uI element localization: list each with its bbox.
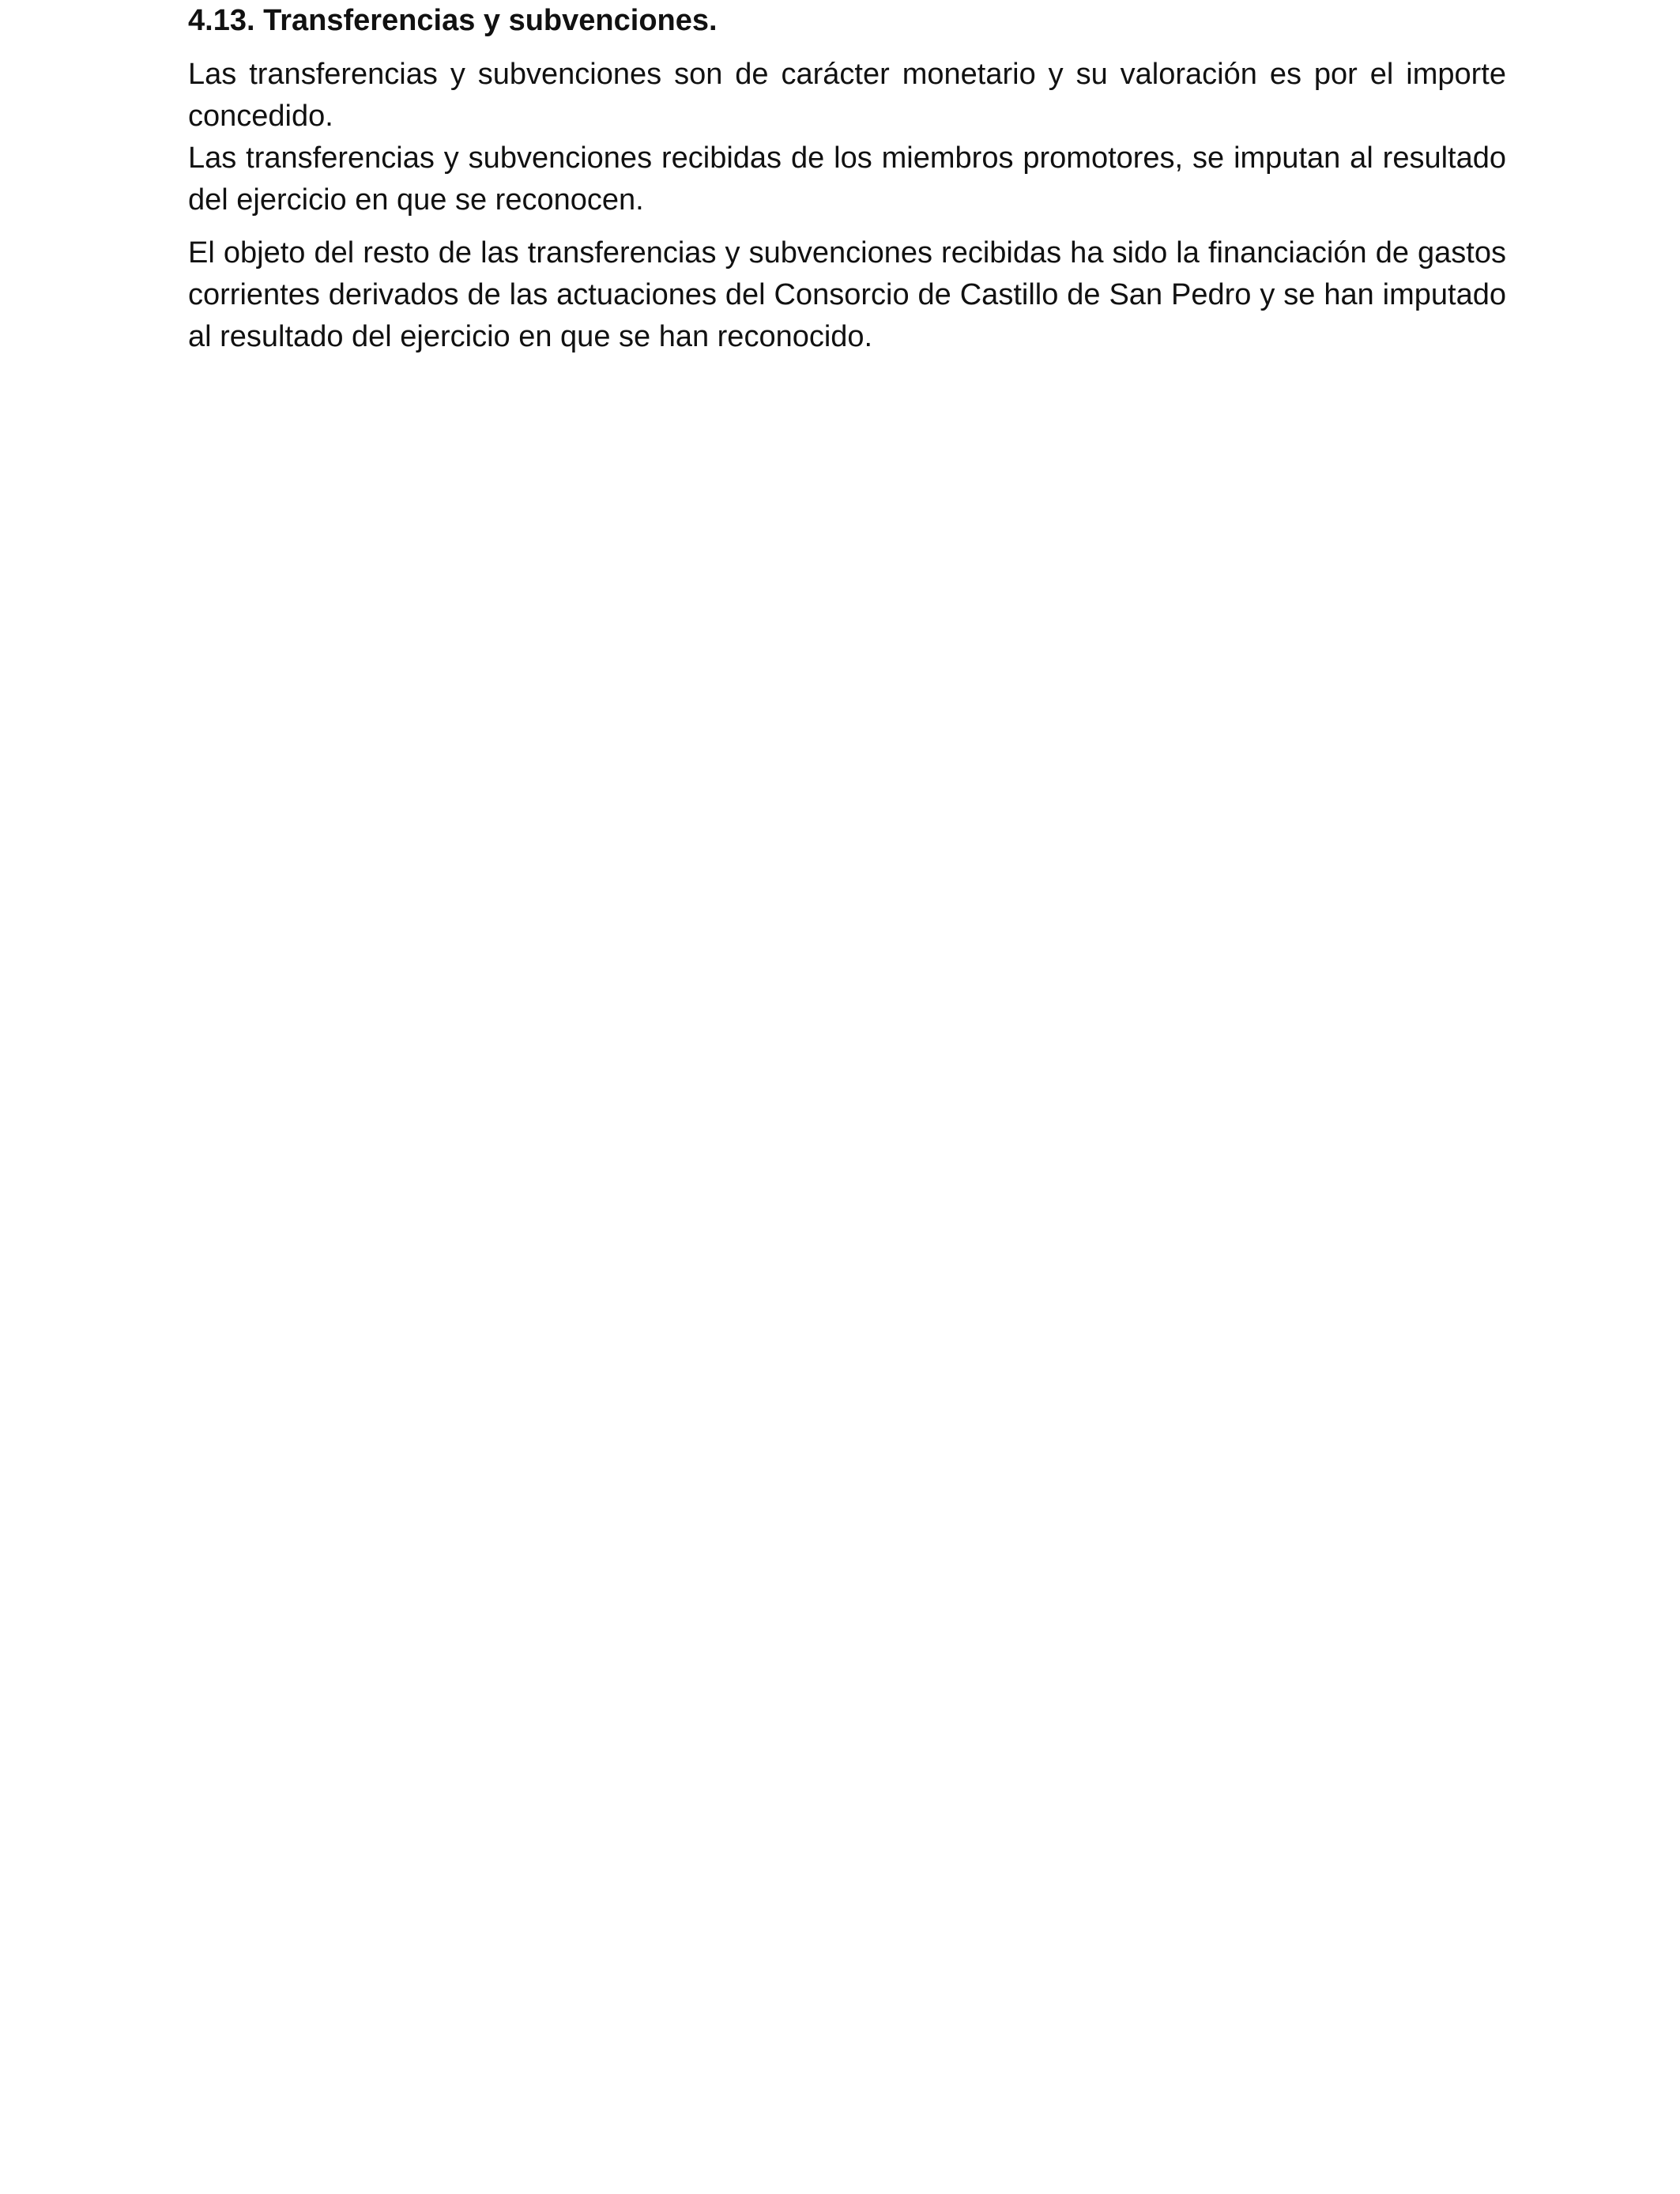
paragraph-objeto-transferencias: El objeto del resto de las transferencias y subvenciones recibidas ha sido la financiación de gastos corrientes derivados de las actuaciones del Consorcio de Castillo de San Pedro y se han imputado al resultado del ejercicio en que se han reconocido.	[188, 236, 1506, 353]
paragraph-miembros-promotores: Las transferencias y subvenciones recibidas de los miembros promotores, se imputan al resultado del ejercicio en que se reconocen.	[188, 141, 1506, 217]
paragraph-valoracion: Las transferencias y subvenciones son de carácter monetario y su valoración es por el importe concedido.	[188, 58, 1506, 133]
document-body	[188, 0, 1506, 358]
section-heading: 4.13. Transferencias y subvenciones.	[188, 4, 718, 37]
